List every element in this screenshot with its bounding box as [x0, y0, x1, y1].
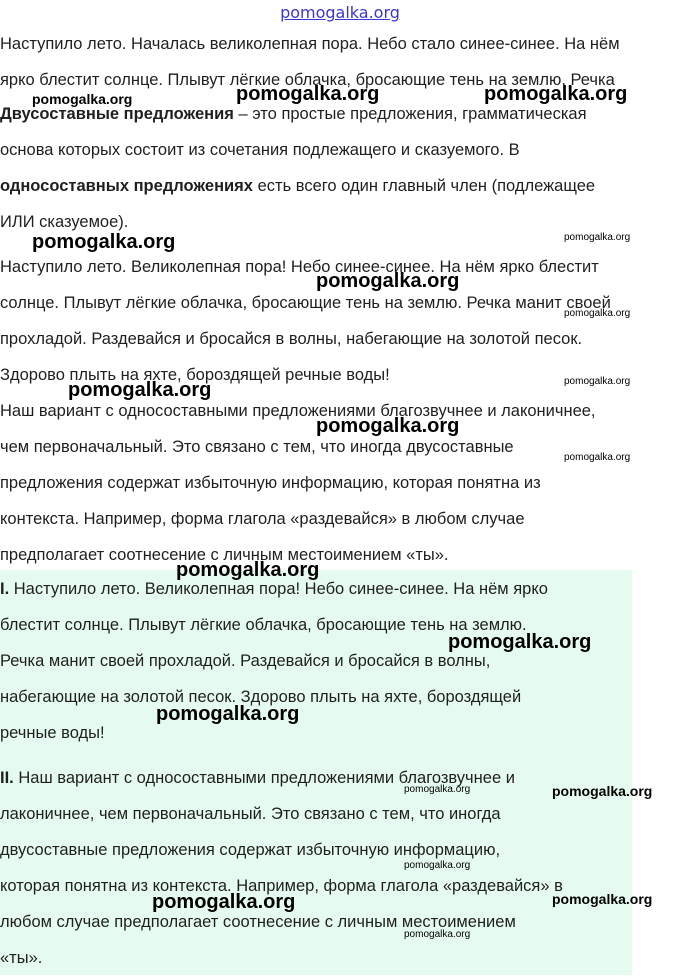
answer-part-2-numeral: II.	[0, 769, 14, 787]
watermark: pomogalka.org	[68, 379, 212, 401]
watermark: pomogalka.org	[404, 784, 471, 795]
site-link[interactable]: pomogalka.org	[280, 3, 400, 22]
watermark: pomogalka.org	[176, 559, 320, 581]
term-two-part-sentences: Двусоставные предложения	[0, 105, 234, 123]
answer-part-1	[0, 571, 680, 751]
watermark: pomogalka.org	[404, 929, 471, 940]
term-one-part-sentences: односоставных предложениях	[0, 177, 253, 195]
definition-text-2: есть всего один главный член (подлежащее ИЛИ сказуемое).	[0, 177, 596, 231]
watermark: pomogalka.org	[552, 783, 653, 799]
answer-part-1-text: Наступило лето. Великолепная пора! Небо синее-синее. На нём ярко блестит солнце. Плывут лёгкие облачка, бросающие тень на землю. Речка манит своей прохладой. Раздевайся и бросайся в волны, набегающие на золотой песок. Здорово плыть на яхте, бороздящей речные воды!	[0, 580, 548, 742]
watermark: pomogalka.org	[32, 231, 176, 253]
watermark: pomogalka.org	[404, 860, 471, 871]
watermark: pomogalka.org	[564, 308, 631, 319]
watermark: pomogalka.org	[156, 703, 300, 725]
answer-part-2-text: Наш вариант с односоставными предложениями благозвучнее и лаконичнее, чем первоначальный. Это связано с тем, что иногда двусоставные предложения содержат избыточную информацию, которая понятна из контекста. Например, форма глагола «раздевайся» в любом случае предполагает соотнесение с личным местоимением «ты».	[0, 769, 563, 967]
watermark: pomogalka.org	[564, 376, 631, 387]
watermark: pomogalka.org	[564, 232, 631, 243]
explanation-text: Наш вариант с односоставными предложениями благозвучнее и лаконичнее, чем первоначальный. Это связано с тем, что иногда двусоставные предложения содержат избыточную информацию, которая понятна из контекста. Например, форма глагола «раздевайся» в любом случае предполагает соотнесение с личным местоимением «ты».	[0, 402, 596, 564]
definition-text-1: – это простые предложения, грамматическая основа которых состоит из сочетания подлежащего и сказуемого. В	[0, 105, 587, 159]
watermark: pomogalka.org	[236, 83, 380, 105]
watermark: pomogalka.org	[484, 83, 628, 105]
answer-part-1-numeral: I.	[0, 580, 10, 598]
definition-paragraph	[0, 96, 680, 240]
watermark: pomogalka.org	[152, 891, 296, 913]
watermark: pomogalka.org	[564, 452, 631, 463]
rewritten-text: Наступило лето. Великолепная пора! Небо синее-синее. На нём ярко блестит солнце. Плывут лёгкие облачка, бросающие тень на землю. Речка манит своей прохладой. Раздевайся и бросайся в волны, набегающие на золотой песок. Здорово плыть на яхте, бороздящей речные воды!	[0, 258, 611, 384]
watermark: pomogalka.org	[552, 891, 653, 907]
watermark: pomogalka.org	[316, 270, 460, 292]
watermark: pomogalka.org	[32, 91, 133, 107]
watermark: pomogalka.org	[448, 631, 592, 653]
watermark: pomogalka.org	[316, 415, 460, 437]
original-text: Наступило лето. Началась великолепная пора. Небо стало синее-синее. На нём ярко блестит солнце. Плывут лёгкие облачка, бросающие тень на землю. Речка	[0, 35, 620, 89]
